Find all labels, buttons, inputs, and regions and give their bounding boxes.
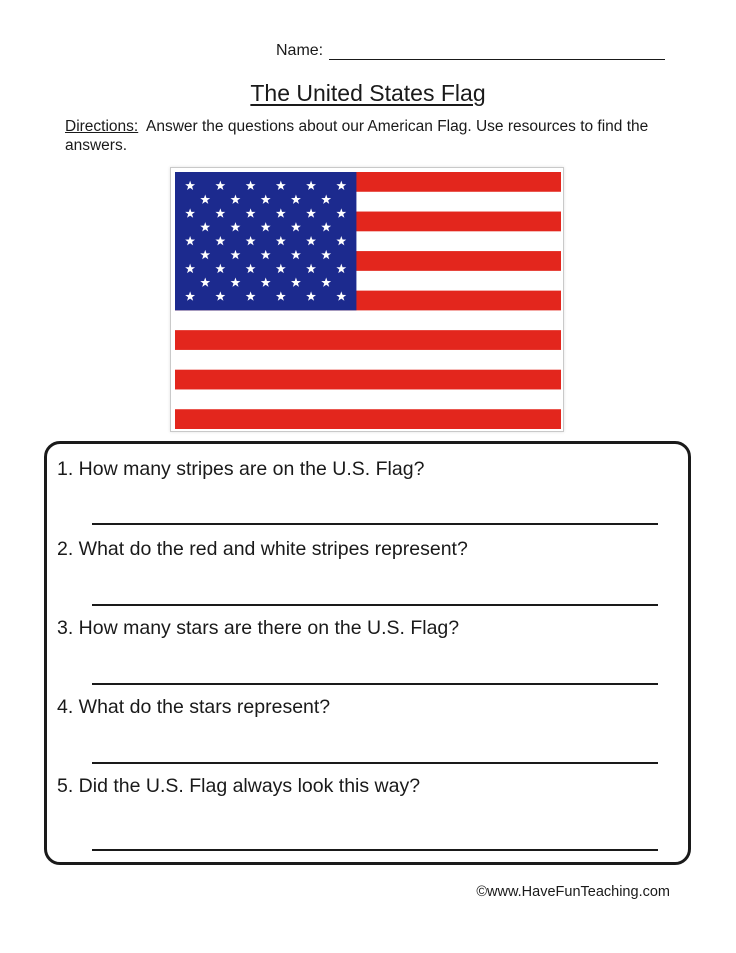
us-flag-image <box>170 167 564 432</box>
flag-stripe-red <box>175 330 561 350</box>
us-flag-graphic <box>175 172 561 429</box>
name-field <box>276 42 665 60</box>
directions-text: Answer the questions about our American Flag. Use resources to find the answers. <box>65 118 649 154</box>
question-1: 1. How many stripes are on the U.S. Flag? <box>57 458 425 480</box>
answer-line-3[interactable] <box>92 683 658 685</box>
page-title <box>0 80 736 107</box>
copyright-text: ©www.HaveFunTeaching.com <box>476 884 670 900</box>
question-5: 5. Did the U.S. Flag always look this way? <box>57 775 421 797</box>
flag-stripe-red <box>175 370 561 390</box>
question-3: 3. How many stars are there on the U.S. Flag? <box>57 617 460 639</box>
page-title-text: The United States Flag <box>250 80 486 106</box>
name-blank-line[interactable] <box>329 43 665 60</box>
flag-stripe-red <box>175 409 561 429</box>
question-2: 2. What do the red and white stripes represent? <box>57 538 468 560</box>
answer-line-5[interactable] <box>92 849 658 851</box>
answer-line-1[interactable] <box>92 523 658 525</box>
name-label: Name: <box>276 42 324 59</box>
directions <box>65 117 665 155</box>
directions-label: Directions: <box>65 118 139 135</box>
answer-line-2[interactable] <box>92 604 658 606</box>
question-4: 4. What do the stars represent? <box>57 696 331 718</box>
answer-line-4[interactable] <box>92 762 658 764</box>
flag-canton <box>175 172 356 310</box>
questions-box <box>44 441 691 865</box>
